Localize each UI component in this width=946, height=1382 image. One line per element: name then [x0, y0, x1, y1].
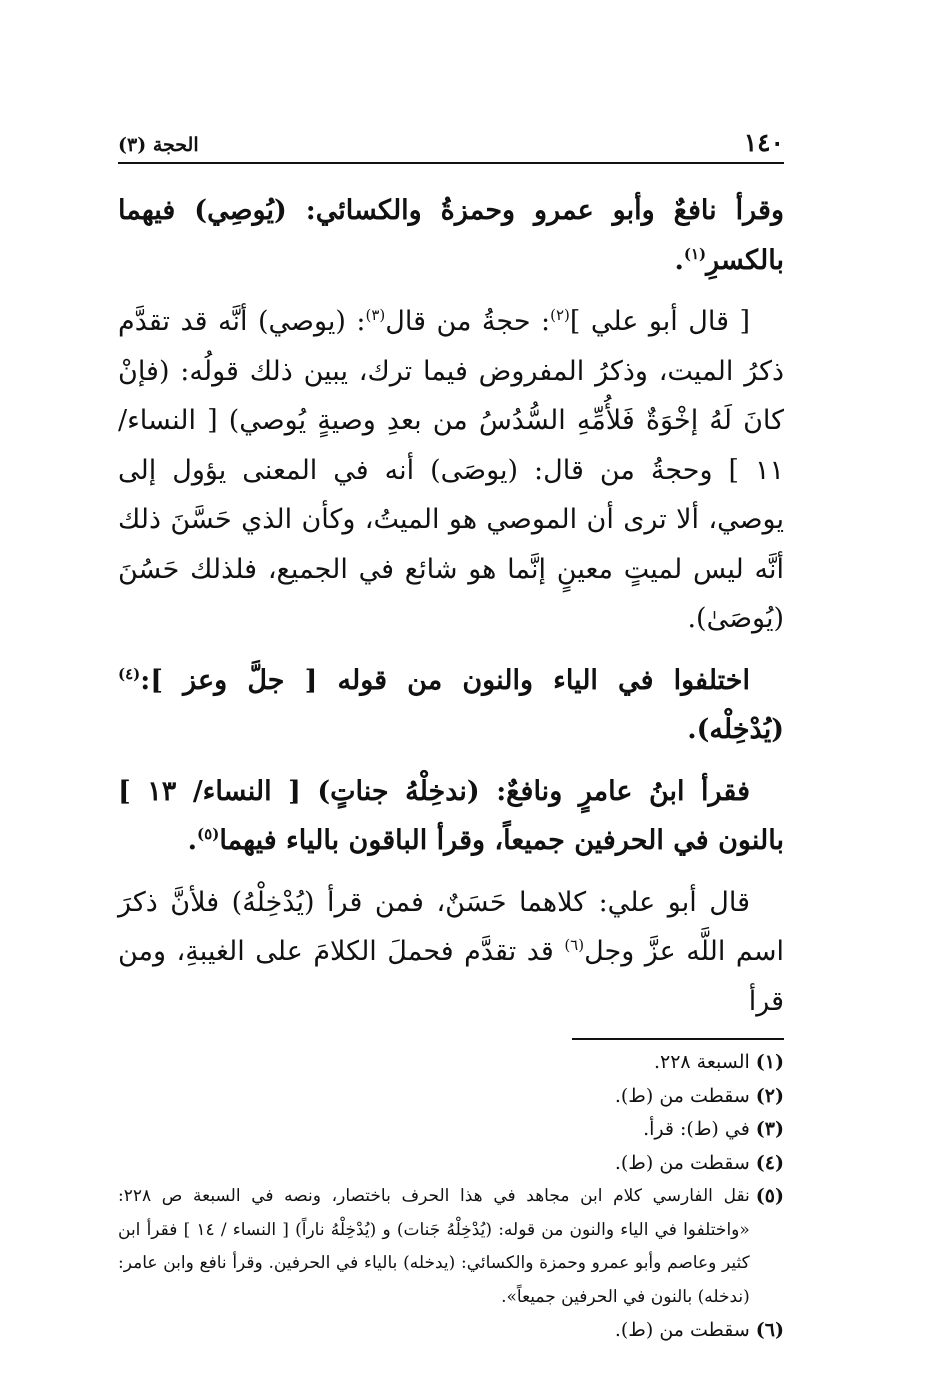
- paragraph-text: فقرأ ابنُ عامرٍ ونافعٌ: (ندخِلْهُ جناتٍ) [ النساء/ ١٣ ] بالنون في الحرفين جميعاً، وقرأ الباقون بالياء فيهما: [118, 775, 784, 856]
- footnote-2: [118, 1080, 784, 1114]
- paragraph-tail: قد تقدَّم فحملَ الكلامَ على الغيبةِ، ومن قرأ: [118, 936, 784, 1017]
- footnote-number: (٤): [755, 1151, 784, 1174]
- footnote-text: سقطت من (ط).: [614, 1319, 750, 1341]
- header-title: الحجة (٣): [118, 134, 199, 156]
- footnote-text: في (ط): قرأ.: [643, 1118, 750, 1140]
- footnote-ref: (٣): [365, 306, 386, 324]
- running-header: [118, 128, 784, 164]
- footnote-number: (١): [755, 1051, 784, 1073]
- footnote-ref: (١): [683, 244, 707, 263]
- paragraph-text: وقرأ نافعٌ وأبو عمرو وحمزةُ والكسائي: (يُوصِي) فيهما بالكسرِ: [118, 195, 784, 276]
- footnote-number: (٢): [755, 1084, 784, 1107]
- paragraph-5: [118, 878, 784, 1027]
- paragraph-text: [ قال أبو علي ]: [569, 306, 750, 337]
- footnote-4: [118, 1147, 784, 1181]
- footnote-text: نقل الفارسي كلام ابن مجاهد في هذا الحرف باختصار، ونصه في السبعة ص ٢٢٨: «واختلفوا في الياء والنون من قوله: (يُدْخِلْهُ جَنات) و (يُدْخِلْهُ ناراً) [ النساء / ١٤ ] فقرأ ابن كثير وعاصم وأبو عمرو وحمزة والكسائي: (يدخله) بالياء في الحرفين. وقرأ نافع وابن عامر: (ندخله) بالنون في الحرفين جميعاً».: [118, 1186, 750, 1307]
- paragraph-3: [118, 656, 784, 755]
- paragraph-text: قال أبو علي: كلاهما حَسَنٌ، فمن قرأ (يُدْخِلْهُ) فلأنَّ ذكرَ اسم اللَّه عزَّ وجل: [118, 886, 784, 967]
- paragraph-tail: (يُدْخِلْه).: [687, 714, 784, 745]
- paragraph-4: [118, 767, 784, 866]
- footnote-5: [118, 1180, 784, 1314]
- footnote-ref: (٦): [564, 936, 585, 954]
- paragraph-1: [118, 186, 784, 285]
- paragraph-tail: : حجةُ من قال: [385, 306, 551, 337]
- footnote-separator: [572, 1038, 784, 1040]
- footnote-3: [118, 1113, 784, 1147]
- footnote-text: سقطت من (ط).: [614, 1084, 750, 1107]
- footnote-ref: (٢): [550, 306, 570, 324]
- footnote-number: (٣): [755, 1118, 784, 1140]
- paragraph-tail: : (يوصي) أنَّه قد تقدَّم ذكرُ الميت، وذكرُ المفروض فيما ترك، يبين ذلك قولُه: (فإنْ كانَ لَهُ إخْوَةٌ فَلأُمِّهِ السُّدُسُ من بعدِ وصيةٍ يُوصي) [ النساء/١١ ] وحجةُ من قال: (يوصَى) أنه في المعنى يؤول إلى يوصي، ألا ترى أن الموصي هو الميتُ، وكأن الذي حَسَّنَ ذلك أنَّه ليس لميتٍ معينٍ إنَّما هو شائع في الجميع، فلذلك حَسُنَ (يُوصَىٰ).: [118, 306, 784, 634]
- footnote-text: السبعة ٢٢٨.: [653, 1051, 750, 1073]
- footnote-6: [118, 1314, 784, 1348]
- main-text: [118, 186, 784, 1026]
- footnote-ref: (٥): [197, 825, 220, 843]
- paragraph-tail: .: [187, 825, 198, 856]
- book-page: [118, 128, 784, 1348]
- footnotes: [118, 1046, 784, 1348]
- paragraph-tail: .: [674, 244, 684, 276]
- footnote-1: [118, 1046, 784, 1080]
- footnote-number: (٥): [755, 1185, 784, 1207]
- footnote-ref: (٤): [118, 664, 141, 683]
- footnote-number: (٦): [755, 1319, 784, 1341]
- paragraph-2: [118, 297, 784, 644]
- page-number: ١٤٠: [743, 128, 784, 157]
- paragraph-text: اختلفوا في الياء والنون من قوله [ جلَّ وعز ]:: [140, 664, 750, 696]
- footnote-text: سقطت من (ط).: [614, 1151, 750, 1174]
